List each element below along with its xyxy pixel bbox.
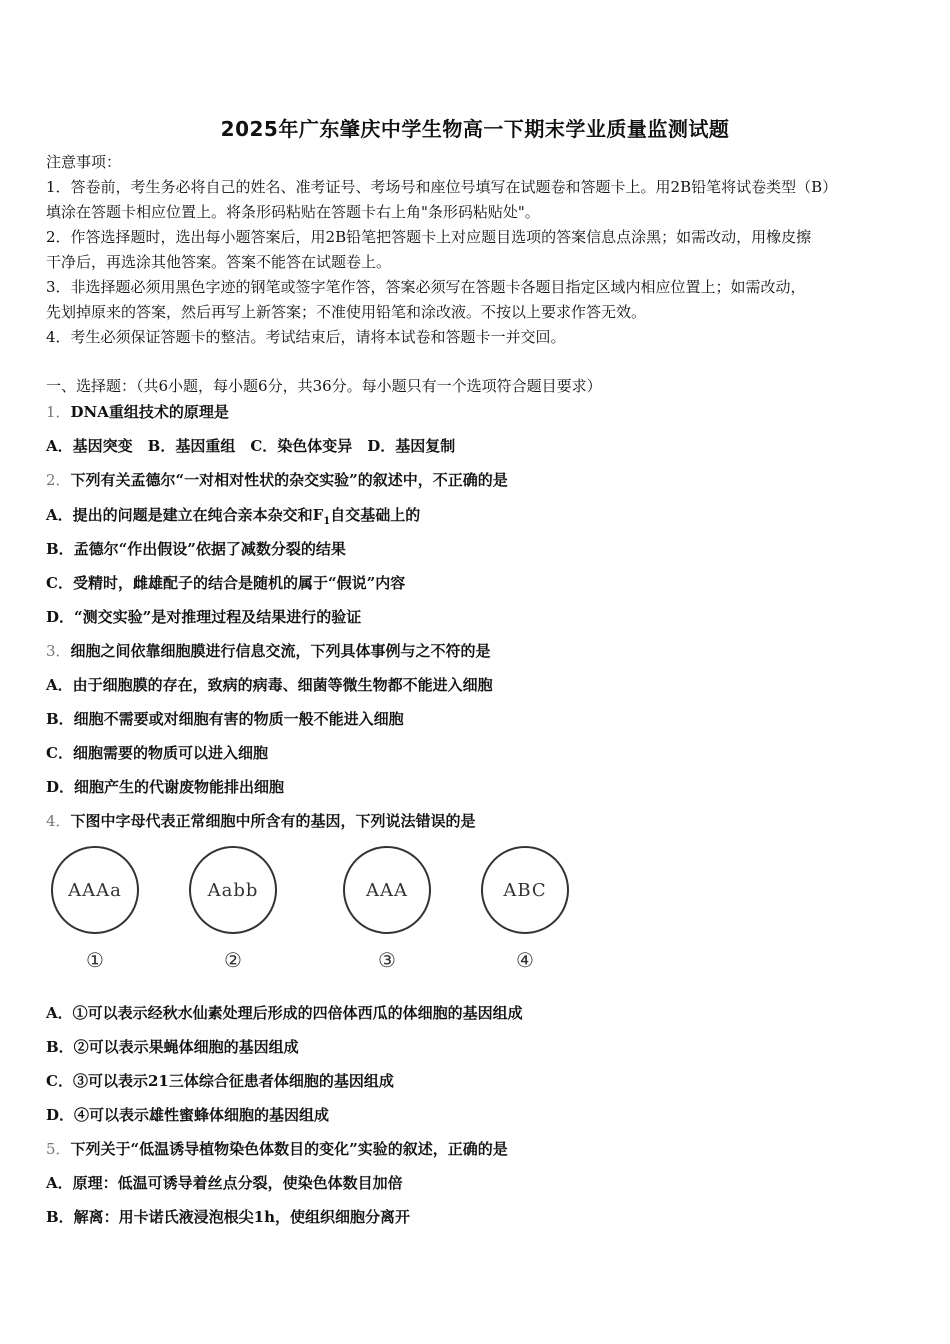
- question-number: 4．: [46, 812, 71, 830]
- question-text: 细胞之间依靠细胞膜进行信息交流，下列具体事例与之不符的是: [70, 642, 491, 660]
- section-heading: 一、选择题：（共6小题，每小题6分，共36分。每小题只有一个选项符合题目要求）: [46, 377, 602, 395]
- question-5-option-b: B．解离：用卡诺氏液浸泡根尖1h，使组织细胞分离开: [46, 1208, 411, 1226]
- question-3-option-b: B．细胞不需要或对细胞有害的物质一般不能进入细胞: [46, 710, 404, 728]
- figure-label-4: ④: [516, 948, 534, 972]
- option-text: A．提出的问题是建立在纯合亲本杂交和F: [46, 506, 324, 524]
- question-2-stem: [46, 470, 508, 490]
- notice-heading: 注意事项：: [46, 153, 122, 171]
- question-5-option-a: A．原理：低温可诱导着丝点分裂，使染色体数目加倍: [46, 1174, 403, 1192]
- page-title: 2025年广东肇庆中学生物高一下期末学业质量监测试题: [220, 117, 730, 141]
- notice-line: 干净后，再选涂其他答案。答案不能答在试题卷上。: [46, 253, 392, 271]
- question-3-option-d: D．细胞产生的代谢废物能排出细胞: [46, 778, 285, 796]
- notice-line: 2．作答选择题时，选出每小题答案后，用2B铅笔把答题卡上对应题目选项的答案信息点涂黑；如需改动，用橡皮擦: [46, 228, 812, 246]
- question-3-stem: [46, 641, 491, 661]
- question-1-options: A．基因突变 B．基因重组 C．染色体变异 D．基因复制: [46, 437, 456, 455]
- question-2-option-b: B．孟德尔“作出假设”依据了减数分裂的结果: [46, 540, 346, 558]
- question-4-option-d: D．④可以表示雄性蜜蜂体细胞的基因组成: [46, 1106, 330, 1124]
- question-number: 3．: [46, 642, 71, 660]
- notice-line: 1．答卷前，考生务必将自己的姓名、准考证号、考场号和座位号填写在试题卷和答题卡上。用2B铅笔将试卷类型（B）: [46, 178, 838, 196]
- question-4-option-a: A．①可以表示经秋水仙素处理后形成的四倍体西瓜的体细胞的基因组成: [46, 1004, 523, 1022]
- notice-line: 4．考生必须保证答题卡的整洁。考试结束后，请将本试卷和答题卡一并交回。: [46, 328, 566, 346]
- question-text: 下列有关孟德尔“一对相对性状的杂交实验”的叙述中，不正确的是: [70, 471, 508, 489]
- question-2-option-d: D．“测交实验”是对推理过程及结果进行的验证: [46, 608, 362, 626]
- notice-line: 填涂在答题卡相应位置上。将条形码粘贴在答题卡右上角"条形码粘贴处"。: [46, 203, 540, 221]
- question-number: 2．: [46, 471, 71, 489]
- cell-figure-4: ABC: [481, 846, 569, 934]
- question-2-option-a: [46, 505, 420, 525]
- notice-line: 3．非选择题必须用黑色字迹的钢笔或签字笔作答，答案必须写在答题卡各题目指定区域内相应位置上；如需改动，: [46, 278, 806, 296]
- question-number: 1．: [46, 403, 71, 421]
- question-4-option-c: C．③可以表示21三体综合征患者体细胞的基因组成: [46, 1072, 394, 1090]
- subscript: 1: [323, 516, 331, 527]
- question-text: 下列关于“低温诱导植物染色体数目的变化”实验的叙述，正确的是: [70, 1140, 508, 1158]
- figure-label-3: ③: [378, 948, 396, 972]
- question-5-stem: [46, 1139, 508, 1159]
- figure-label-1: ①: [86, 948, 104, 972]
- question-number: 5．: [46, 1140, 71, 1158]
- cell-figure-1: AAAa: [51, 846, 139, 934]
- question-text: 下图中字母代表正常细胞中所含有的基因，下列说法错误的是: [70, 812, 476, 830]
- question-4-stem: [46, 811, 476, 831]
- question-2-option-c: C．受精时，雌雄配子的结合是随机的属于“假说”内容: [46, 574, 406, 592]
- notice-line: 先划掉原来的答案，然后再写上新答案；不准使用铅笔和涂改液。不按以上要求作答无效。: [46, 303, 647, 321]
- cell-figure-3: AAA: [343, 846, 431, 934]
- cell-figure-2: Aabb: [189, 846, 277, 934]
- question-text: DNA重组技术的原理是: [70, 403, 229, 421]
- question-3-option-c: C．细胞需要的物质可以进入细胞: [46, 744, 268, 762]
- question-1-stem: [46, 402, 229, 422]
- figure-label-2: ②: [224, 948, 242, 972]
- question-4-option-b: B．②可以表示果蝇体细胞的基因组成: [46, 1038, 299, 1056]
- option-text: 自交基础上的: [330, 506, 421, 524]
- question-3-option-a: A．由于细胞膜的存在，致病的病毒、细菌等微生物都不能进入细胞: [46, 676, 493, 694]
